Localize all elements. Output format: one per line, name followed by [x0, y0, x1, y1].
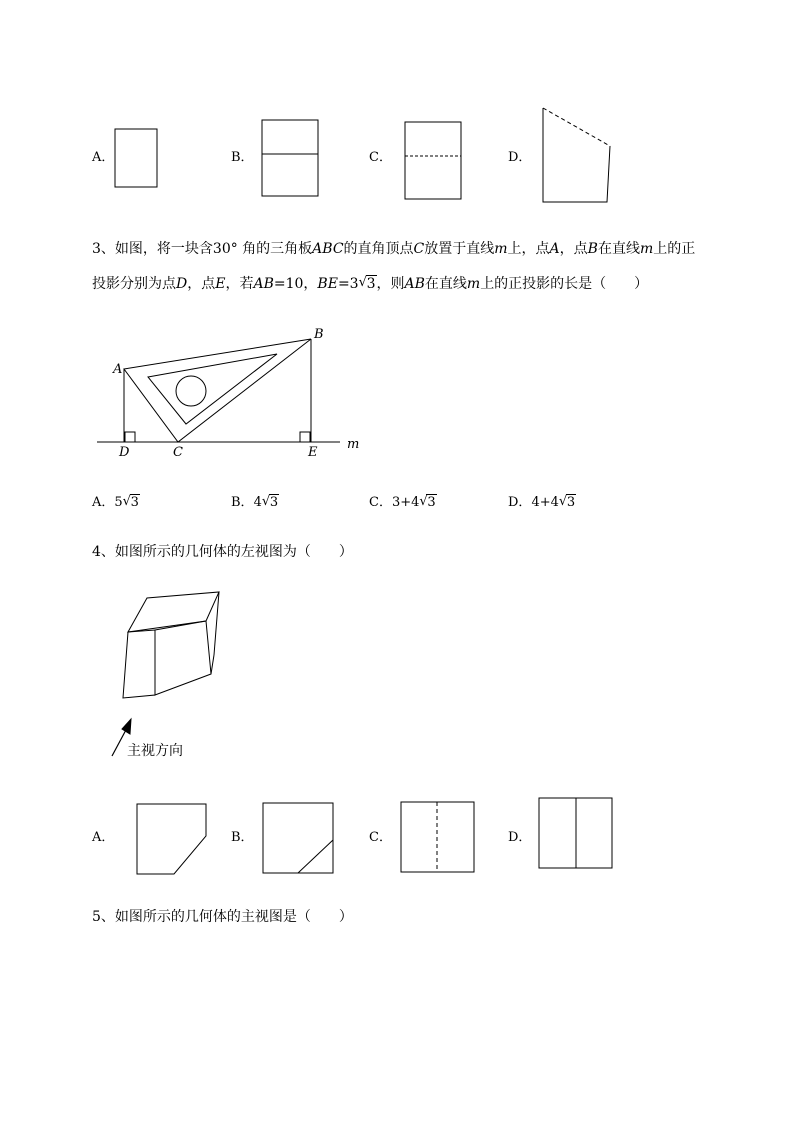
q3-option-b: B．4 √ 3 — [231, 494, 279, 510]
sqrt-3: √ 3 — [558, 494, 576, 510]
q3-option-a: A．5 √ 3 — [92, 494, 139, 510]
sqrt-3: √ 3 — [358, 275, 376, 292]
q4-option-d-figure — [538, 797, 616, 871]
point-b-label: B — [314, 327, 324, 342]
q3-text-line1: 3、如图，将一块含30° 角的三角板ABC的直角顶点C放置于直线m上，点A，点B在直线m上的正 — [92, 241, 696, 257]
q2-option-a-label: A． — [92, 150, 115, 165]
q2-option-b-label: B． — [231, 150, 254, 165]
q4-option-a-figure — [136, 803, 210, 877]
q4-option-d-label: D． — [508, 830, 532, 845]
point-c-label: C — [173, 445, 183, 460]
view-direction-caption: 主视方向 — [127, 743, 183, 759]
q2-option-c-label: C． — [369, 150, 392, 165]
q3-option-d: D．4+4 √ 3 — [508, 494, 576, 510]
sqrt-3: √ 3 — [261, 494, 279, 510]
q2-option-d-label: D． — [508, 150, 532, 165]
line-m-label: m — [347, 437, 360, 452]
q4-option-c-label: C． — [369, 830, 392, 845]
sqrt-3: √ 3 — [419, 494, 436, 510]
q4-option-c-figure — [400, 801, 476, 875]
point-d-label: D — [119, 445, 130, 460]
q4-option-a-label: A． — [92, 830, 115, 845]
sqrt-3: √ 3 — [122, 494, 139, 510]
point-e-label: E — [308, 445, 318, 460]
q4-text: 4、如图所示的几何体的左视图为（ ） — [92, 544, 353, 560]
point-a-label: A — [113, 362, 123, 377]
q4-option-b-label: B． — [231, 830, 254, 845]
q3-option-c: C．3+4 √ 3 — [369, 494, 436, 510]
q4-option-b-figure — [262, 802, 336, 876]
q3-text-line2: 投影分别为点D，点E，若AB=10，BE=3 √ 3，则AB在直线m上的正投影的长是（ ） — [92, 275, 649, 292]
q5-text: 5、如图所示的几何体的主视图是（ ） — [92, 909, 353, 925]
